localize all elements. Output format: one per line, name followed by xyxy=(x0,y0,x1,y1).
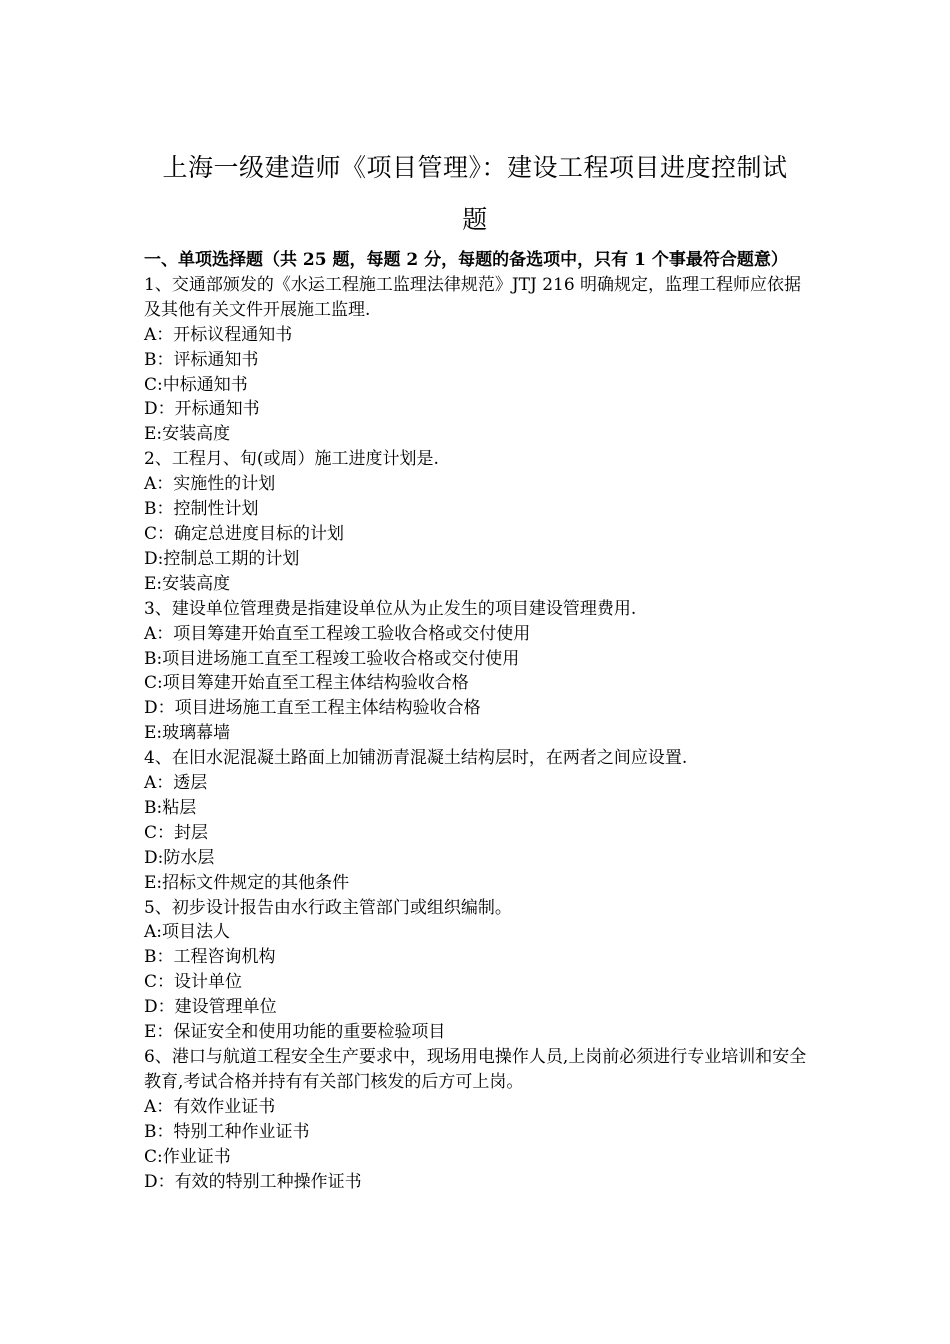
option-d: D：建设管理单位 xyxy=(144,997,277,1018)
option-c: C：确定总进度目标的计划 xyxy=(144,523,345,544)
option-e: E:安装高度 xyxy=(144,573,231,594)
option-e: E：保证安全和使用功能的重要检验项目 xyxy=(144,1022,446,1043)
option-e: E:玻璃幕墙 xyxy=(144,723,231,744)
option-b: B：特别工种作业证书 xyxy=(144,1121,310,1142)
document-body xyxy=(144,248,809,1194)
option-a: A：透层 xyxy=(144,773,208,794)
question-2 xyxy=(144,447,809,596)
option-a: A：有效作业证书 xyxy=(144,1096,276,1117)
option-a: A：项目筹建开始直至工程竣工验收合格或交付使用 xyxy=(144,623,531,644)
option-c: C:作业证书 xyxy=(144,1146,231,1167)
option-e: E:安装高度 xyxy=(144,424,231,445)
document-title-line2: 题 xyxy=(462,205,488,234)
question-5 xyxy=(144,896,809,1045)
option-e: E:招标文件规定的其他条件 xyxy=(144,872,350,893)
question-stem: 6、港口与航道工程安全生产要求中，现场用电操作人员,上岗前必须进行专业培训和安全教育,考试合格并持有有关部门核发的后方可上岗。 xyxy=(144,1047,807,1092)
question-stem: 5、初步设计报告由水行政主管部门或组织编制。 xyxy=(144,897,512,918)
question-stem: 1、交通部颁发的《水运工程施工监理法律规范》JTJ 216 明确规定，监理工程师应依据及其他有关文件开展施工监理. xyxy=(144,274,802,320)
option-c: C:中标通知书 xyxy=(144,374,248,395)
option-d: D:防水层 xyxy=(144,847,215,868)
option-c: C：封层 xyxy=(144,822,209,843)
question-stem: 4、在旧水泥混凝土路面上加铺沥青混凝土结构层时，在两者之间应设置. xyxy=(144,748,688,769)
question-6 xyxy=(144,1045,809,1194)
option-c: C：设计单位 xyxy=(144,972,243,993)
option-d: D：有效的特别工种操作证书 xyxy=(144,1171,362,1192)
document-title-line1: 上海一级建造师《项目管理》：建设工程项目进度控制试 xyxy=(162,153,788,182)
option-a: A：开标议程通知书 xyxy=(144,324,293,345)
question-1 xyxy=(144,273,809,447)
option-b: B：控制性计划 xyxy=(144,499,259,520)
option-b: B：工程咨询机构 xyxy=(144,947,276,968)
option-a: A:项目法人 xyxy=(144,922,231,943)
question-3 xyxy=(144,597,809,746)
question-stem: 3、建设单位管理费是指建设单位从为止发生的项目建设管理费用. xyxy=(144,598,637,619)
question-stem: 2、工程月、旬(或周）施工进度计划是. xyxy=(144,449,439,470)
section-heading: 一、单项选择题（共 25 题，每题 2 分，每题的备选项中，只有 1 个事最符合题意） xyxy=(144,250,788,270)
option-b: B:粘层 xyxy=(144,797,197,818)
option-d: D：开标通知书 xyxy=(144,399,260,420)
option-c: C:项目筹建开始直至工程主体结构验收合格 xyxy=(144,673,469,694)
option-d: D：项目进场施工直至工程主体结构验收合格 xyxy=(144,698,481,719)
option-a: A：实施性的计划 xyxy=(144,474,276,495)
question-4 xyxy=(144,746,809,895)
option-b: B:项目进场施工直至工程竣工验收合格或交付使用 xyxy=(144,648,520,669)
option-d: D:控制总工期的计划 xyxy=(144,548,300,569)
option-b: B：评标通知书 xyxy=(144,349,259,370)
